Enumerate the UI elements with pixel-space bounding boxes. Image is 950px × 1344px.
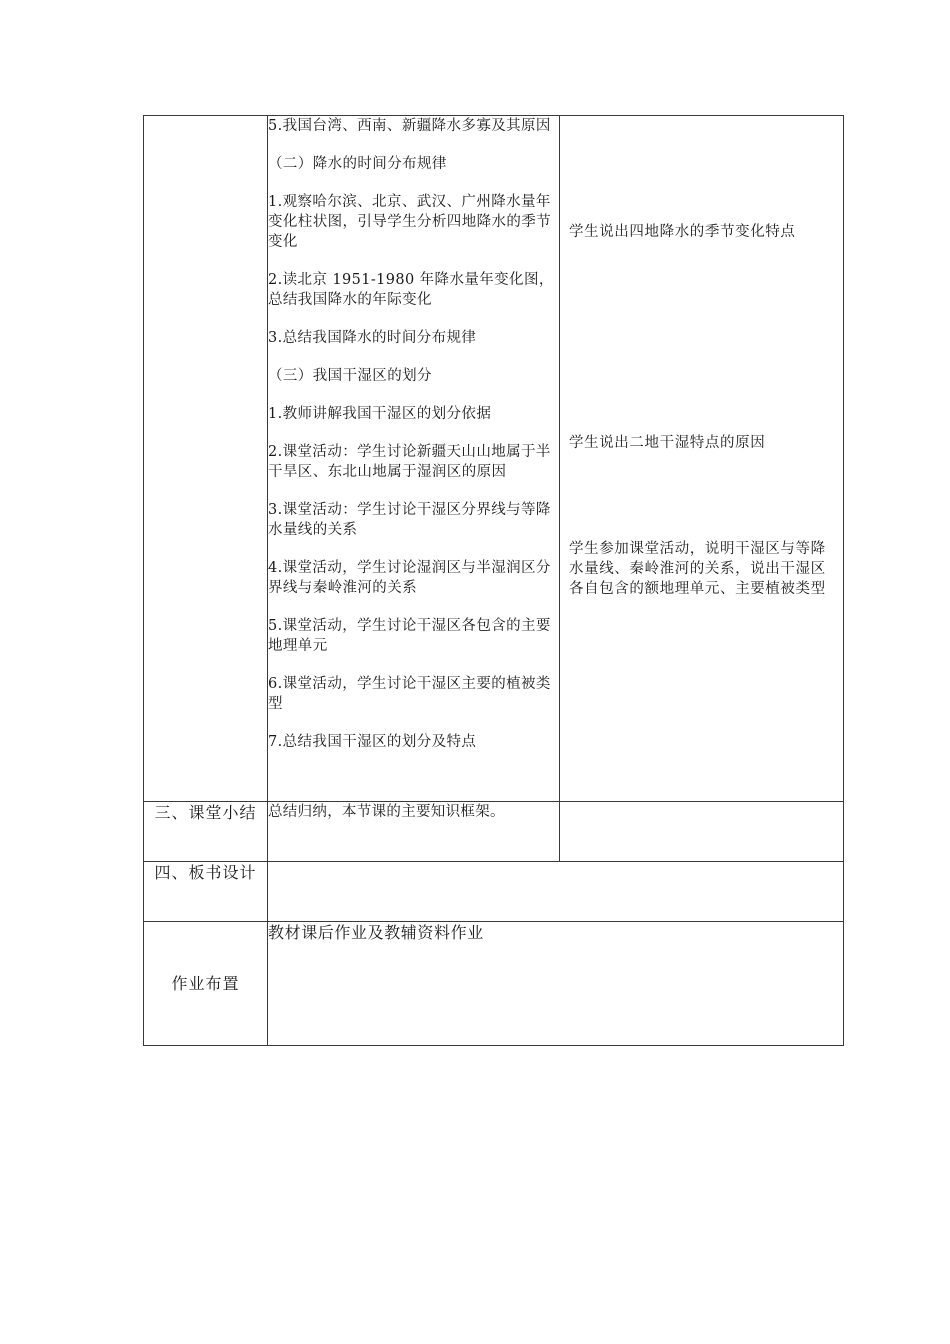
- section-heading: （二）降水的时间分布规律: [268, 156, 447, 172]
- teaching-process-row: [144, 116, 844, 802]
- teacher-step: 5.我国台湾、西南、新疆降水多寡及其原因: [268, 118, 551, 134]
- board-design-label: 四、板书设计: [144, 862, 268, 922]
- student-activities-cell: [560, 116, 844, 802]
- board-design-row: [144, 862, 844, 922]
- summary-student-cell: [560, 802, 844, 862]
- teacher-step: 7.总结我国干湿区的划分及特点: [268, 734, 477, 750]
- homework-row: [144, 922, 844, 1046]
- teacher-step: 6.课堂活动，学生讨论干湿区主要的植被类型: [268, 676, 551, 712]
- summary-label: 三、课堂小结: [144, 802, 268, 862]
- student-activity: 学生说出二地干湿特点的原因: [569, 435, 766, 451]
- teacher-step: 3.课堂活动：学生讨论干湿区分界线与等降水量线的关系: [268, 502, 551, 538]
- teacher-step: 5.课堂活动，学生讨论干湿区各包含的主要地理单元: [268, 618, 551, 654]
- teacher-step: 4.课堂活动，学生讨论湿润区与半湿润区分界线与秦岭淮河的关系: [268, 560, 551, 596]
- summary-content: 总结归纳，本节课的主要知识框架。: [268, 802, 560, 862]
- board-design-content: [268, 862, 844, 922]
- homework-content: 教材课后作业及教辅资料作业: [268, 922, 844, 1046]
- student-activity: 学生说出四地降水的季节变化特点: [569, 224, 796, 240]
- teacher-step: 2.课堂活动：学生讨论新疆天山山地属于半干旱区、东北山地属于湿润区的原因: [268, 444, 551, 480]
- lesson-plan-table: [143, 115, 844, 1046]
- teacher-step: 2.读北京 1951-1980 年降水量年变化图，总结我国降水的年际变化: [268, 272, 554, 308]
- homework-label: 作业布置: [144, 922, 268, 1046]
- section-heading: （三）我国干湿区的划分: [268, 368, 432, 384]
- stage-label-cell: [144, 116, 268, 802]
- summary-row: [144, 802, 844, 862]
- teacher-steps-cell: [268, 116, 560, 802]
- teacher-step: 1.教师讲解我国干湿区的划分依据: [268, 406, 492, 422]
- teacher-step: 1.观察哈尔滨、北京、武汉、广州降水量年变化柱状图，引导学生分析四地降水的季节变化: [268, 194, 552, 250]
- teacher-step: 3.总结我国降水的时间分布规律: [268, 330, 477, 346]
- student-activity: 学生参加课堂活动，说明干湿区与等降水量线、秦岭淮河的关系，说出干湿区各自包含的额地理单元、主要植被类型: [569, 541, 826, 597]
